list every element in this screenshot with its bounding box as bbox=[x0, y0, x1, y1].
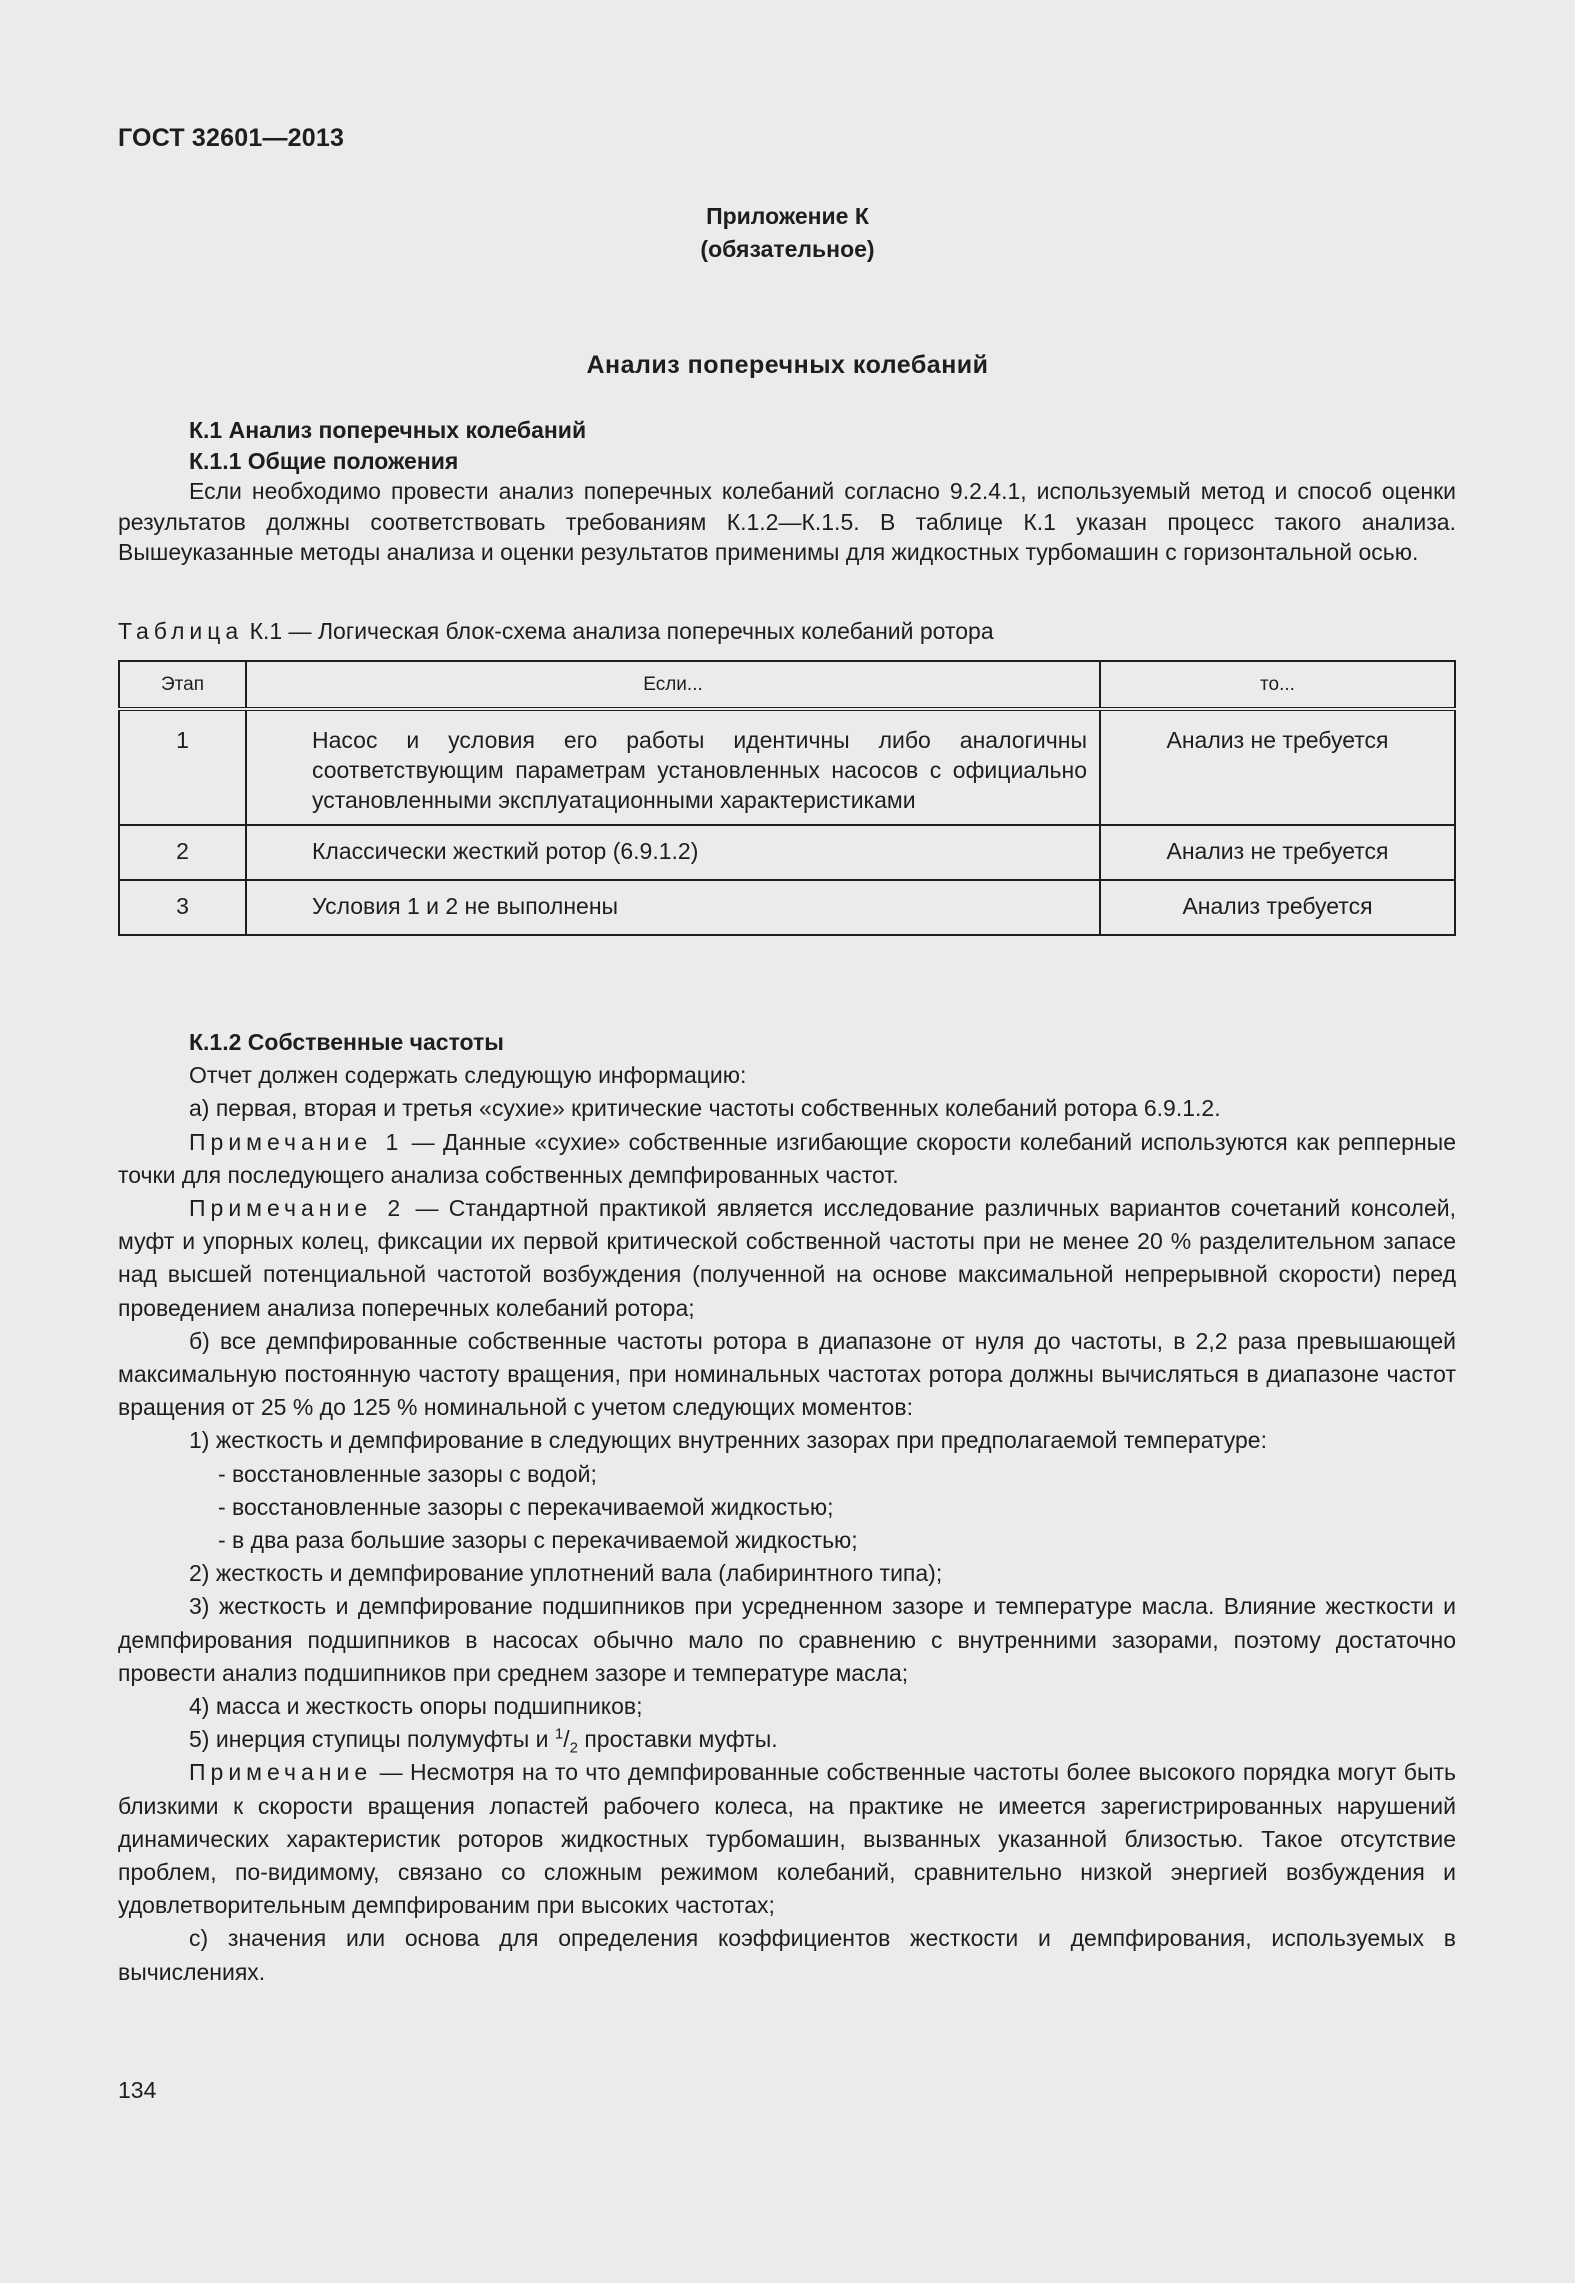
sub-item-1: 1) жесткость и демпфирование в следующих внутренних зазорах при предполагаемой температуре: bbox=[189, 1427, 1267, 1454]
logic-table bbox=[118, 660, 1456, 936]
k12-intro: Отчет должен содержать следующую информацию: bbox=[189, 1062, 747, 1089]
k11-paragraph: Если необходимо провести анализ поперечных колебаний согласно 9.2.4.1, используемый метод и способ оценки результатов должны соответствовать требованиям К.1.2—К.1.5. В таблице К.1 указан процесс такого анализа. Вышеуказанные методы анализа и оценки результатов применимы для жидкостных турбомашин с горизонтальной осью. bbox=[118, 478, 1456, 565]
section-k1 bbox=[118, 415, 1456, 568]
sub-item-3: 3) жесткость и демпфирование подшипников при усредненном зазоре и температуре масла. Влияние жесткости и демпфирования подшипников в насосах обычно мало по сравнению с внутренними зазорами, поэтому достаточно провести анализ подшипников при среднем зазоре и температуре масла; bbox=[118, 1593, 1456, 1686]
sub-item-5: 5) инерция ступицы полумуфты и $^1/_2$ проставки муфты. bbox=[189, 1725, 778, 1757]
appendix-status: (обязательное) bbox=[700, 236, 875, 262]
dash-item: - восстановленные зазоры с водой; bbox=[218, 1460, 597, 1487]
sub-item-5-suffix: проставки муфты. bbox=[577, 1726, 778, 1753]
note-3-label: Примечание bbox=[189, 1759, 373, 1786]
sub-item-5-prefix: 5) инерция ступицы полумуфты и bbox=[189, 1726, 555, 1753]
header-then: то... bbox=[1100, 661, 1455, 709]
sub-item-2: 2) жесткость и демпфирование уплотнений вала (лабиринтного типа); bbox=[189, 1560, 943, 1587]
note-3-text: — Несмотря на то что демпфированные собственные частоты более высокого порядка могут быть близкими к скорости вращения лопастей рабочего колеса, на практике не имеется зарегистрированных нарушений динамических характеристик роторов жидкостных турбомашин, вызванных указанной близостью. Такое отсутствие проблем, по-видимому, связано со сложным режимом колебаний, сравнительно низкой энергией возбуждения и удовлетворительным демпфированим при высоких частотах; bbox=[118, 1759, 1456, 1919]
row-result: Анализ не требуется bbox=[1100, 825, 1455, 880]
section-k12 bbox=[118, 1026, 1456, 1989]
note-1-label: Примечание 1 bbox=[189, 1128, 404, 1155]
table-row bbox=[119, 825, 1455, 880]
dash-item: - восстановленные зазоры с перекачиваемой жидкостью; bbox=[218, 1493, 834, 1520]
document-code: ГОСТ 32601—2013 bbox=[118, 124, 345, 152]
row-condition: Классически жесткий ротор (6.9.1.2) bbox=[246, 825, 1100, 880]
note-1 bbox=[118, 1126, 1456, 1192]
appendix-heading bbox=[0, 200, 1575, 266]
k1-heading: К.1 Анализ поперечных колебаний bbox=[189, 417, 587, 443]
note-2-text: — Стандартной практикой является исследование различных вариантов сочетаний консолей, муфт и упорных колец, фиксации их первой критической собственной частоты при не менее 20 % разделительном запасе над высшей потенциальной частотой возбуждения (полученной на основе максимальной непрерывной скорости) перед проведением анализа поперечных колебаний ротора; bbox=[118, 1195, 1456, 1321]
sub-item-4: 4) масса и жесткость опоры подшипников; bbox=[189, 1693, 643, 1720]
table-caption-text: К.1 — Логическая блок-схема анализа поперечных колебаний ротора bbox=[243, 618, 994, 644]
note-2-label: Примечание 2 bbox=[189, 1195, 406, 1222]
table-header-row bbox=[119, 661, 1455, 709]
row-result: Анализ не требуется bbox=[1100, 709, 1455, 825]
header-step: Этап bbox=[119, 661, 246, 709]
row-step: 2 bbox=[119, 825, 246, 880]
table-row bbox=[119, 880, 1455, 935]
fraction-denominator: 2 bbox=[569, 1739, 578, 1757]
note-1-text: — Данные «сухие» собственные изгибающие скорости колебаний используются как репперные точки для последующего анализа собственных демпфированных частот. bbox=[118, 1128, 1456, 1188]
note-2 bbox=[118, 1192, 1456, 1325]
row-condition: Условия 1 и 2 не выполнены bbox=[246, 880, 1100, 935]
row-result: Анализ требуется bbox=[1100, 880, 1455, 935]
row-step: 3 bbox=[119, 880, 246, 935]
section-title: Анализ поперечных колебаний bbox=[586, 351, 989, 379]
note-3 bbox=[118, 1756, 1456, 1922]
item-a: а) первая, вторая и третья «сухие» критические частоты собственных колебаний ротора 6.9.1.2. bbox=[189, 1095, 1221, 1122]
k11-heading: К.1.1 Общие положения bbox=[189, 447, 459, 474]
row-step: 1 bbox=[119, 709, 246, 825]
k12-heading: К.1.2 Собственные частоты bbox=[189, 1029, 504, 1055]
header-if: Если... bbox=[246, 661, 1100, 709]
appendix-title: Приложение К bbox=[706, 203, 869, 229]
row-condition: Насос и условия его работы идентичны либо аналогичны соответствующим параметрам установленных насосов с официально установленными эксплуатационными характеристиками bbox=[246, 709, 1100, 825]
item-b: б) все демпфированные собственные частоты ротора в диапазоне от нуля до частоты, в 2,2 раза превышающей максимальную постоянную частоту вращения, при номинальных частотах ротора должны вычисляться в диапазоне частот вращения от 25 % до 125 % номинальной с учетом следующих моментов: bbox=[118, 1327, 1456, 1421]
table-caption bbox=[118, 618, 994, 645]
page-number: 134 bbox=[118, 2077, 157, 2103]
table-row bbox=[119, 709, 1455, 825]
dash-item: - в два раза большие зазоры с перекачиваемой жидкостью; bbox=[218, 1527, 858, 1554]
table-caption-prefix: Таблица bbox=[118, 618, 244, 644]
item-c: с) значения или основа для определения коэффициентов жесткости и демпфирования, используемых в вычислениях. bbox=[118, 1925, 1456, 1985]
fraction-numerator: 1 bbox=[554, 1725, 564, 1743]
